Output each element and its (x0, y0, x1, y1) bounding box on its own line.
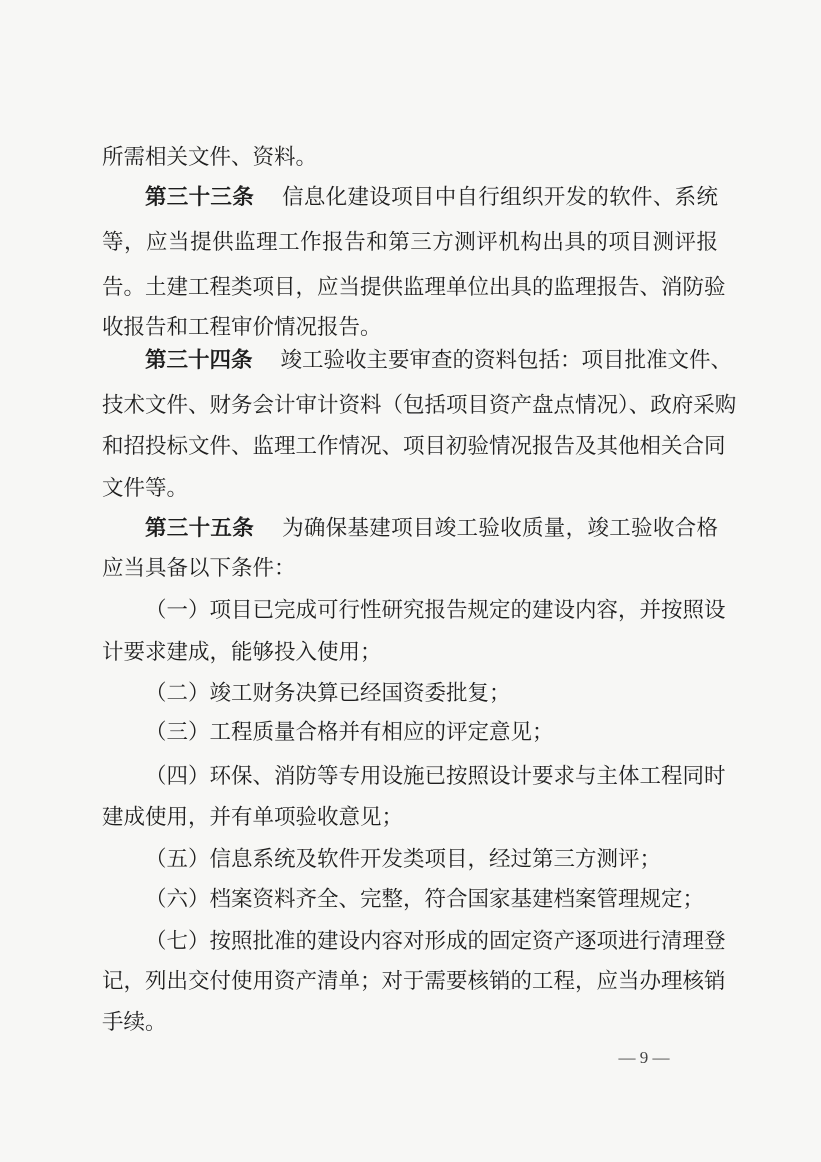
list-item-4: （四）环保、消防等专用设施已按照设计要求与主体工程同时 (145, 764, 726, 789)
article-33-heading: 第三十三条 (145, 185, 255, 210)
article-35-heading: 第三十五条 (145, 516, 255, 541)
article-34-heading: 第三十四条 (145, 348, 253, 373)
article-33-first-line (145, 181, 718, 215)
text-line: 计要求建成，能够投入使用； (102, 640, 382, 665)
text-line: 等，应当提供监理工作报告和第三方测评机构出具的项目测评报 (102, 230, 718, 255)
text-line: 竣工验收主要审查的资料包括：项目批准文件、 (280, 348, 733, 373)
text-line: 收报告和工程审价情况报告。 (102, 315, 382, 340)
text-line: 技术文件、财务会计审计资料（包括项目资产盘点情况）、政府采购 (102, 393, 737, 418)
text-line: 告。土建工程类项目，应当提供监理单位出具的监理报告、消防验 (102, 275, 726, 300)
text-line: 建成使用，并有单项验收意见； (102, 805, 404, 830)
list-item-1: （一）项目已完成可行性研究报告规定的建设内容，并按照设 (145, 598, 726, 623)
list-item-2: （二）竣工财务决算已经国资委批复； (145, 681, 511, 706)
page-number: — 9 — (618, 1048, 670, 1067)
text-line: 应当具备以下条件： (102, 556, 296, 581)
text-line: 手续。 (102, 1010, 167, 1035)
text-line: 所需相关文件、资料。 (102, 145, 318, 170)
article-35-first-line (145, 512, 718, 546)
text-line: 为确保基建项目竣工验收质量，竣工验收合格 (282, 516, 718, 541)
list-item-6: （六）档案资料齐全、完整，符合国家基建档案管理规定； (145, 887, 705, 912)
list-item-5: （五）信息系统及软件开发类项目，经过第三方测评； (145, 847, 662, 872)
text-line: 文件等。 (102, 476, 189, 501)
list-item-7: （七）按照批准的建设内容对形成的固定资产逐项进行清理登 (145, 929, 726, 954)
list-item-3: （三）工程质量合格并有相应的评定意见； (145, 720, 554, 745)
text-line: 和招投标文件、监理工作情况、项目初验情况报告及其他相关合同 (102, 434, 726, 459)
article-34-first-line (145, 344, 733, 378)
text-line: 信息化建设项目中自行组织开发的软件、系统 (282, 185, 718, 210)
text-line: 记，列出交付使用资产清单；对于需要核销的工程，应当办理核销 (102, 969, 726, 994)
